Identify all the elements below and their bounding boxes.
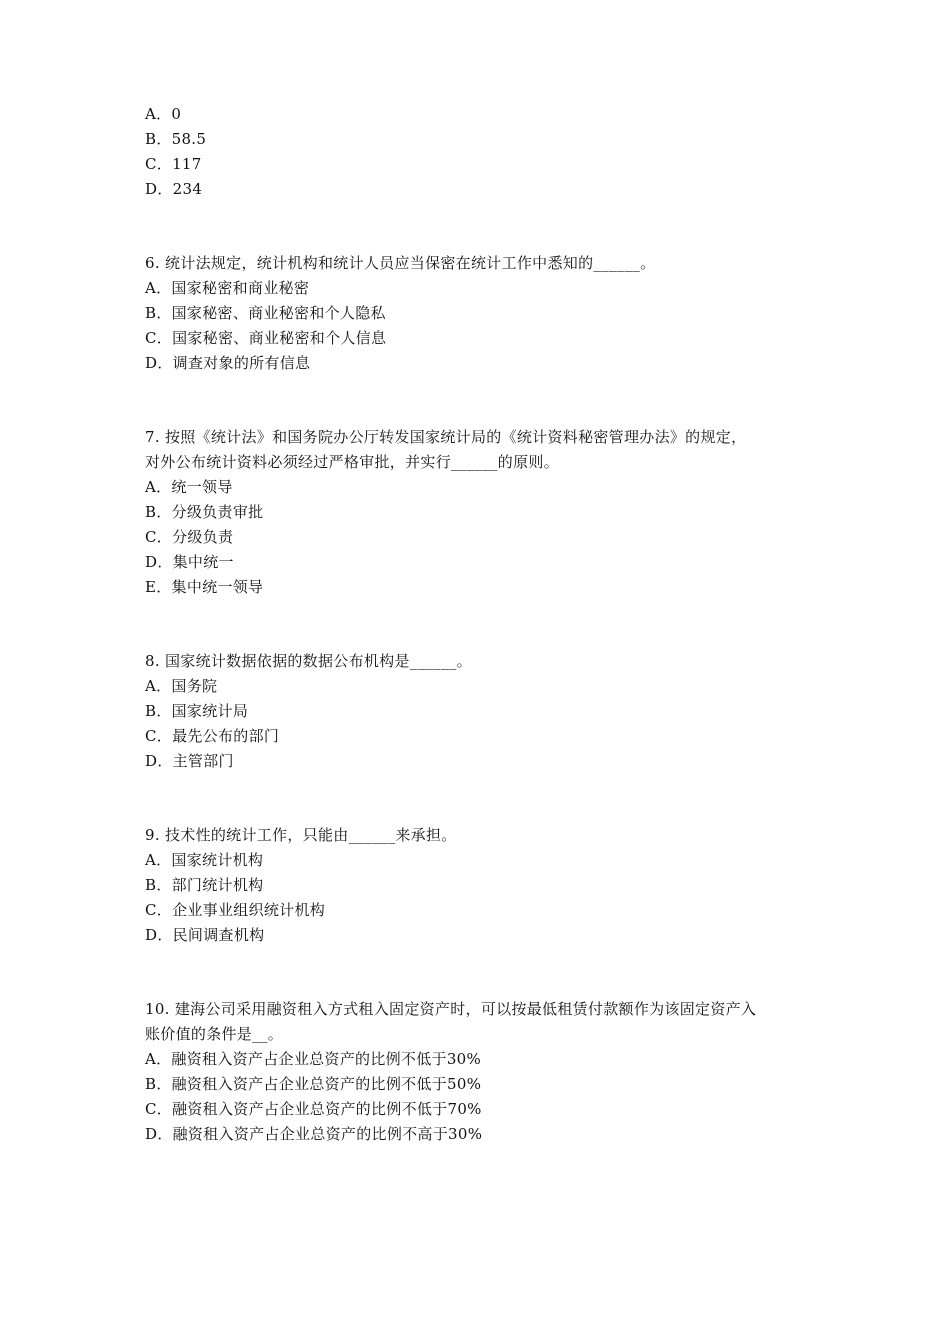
question-9: 9. 技术性的统计工作，只能由______来承担。	[145, 826, 457, 844]
option-d: D．234	[145, 180, 203, 198]
option-c: C．国家秘密、商业秘密和个人信息	[145, 329, 387, 347]
option-d: D．集中统一	[145, 553, 234, 571]
option-b: B．58.5	[145, 130, 207, 148]
question-10-line-2: 账价值的条件是__。	[145, 1025, 284, 1043]
option-a: A．国家秘密和商业秘密	[145, 279, 310, 297]
option-d: D．民间调查机构	[145, 926, 265, 944]
option-a: A．统一领导	[145, 478, 233, 496]
option-c: C．分级负责	[145, 528, 234, 546]
option-e: E．集中统一领导	[145, 578, 264, 596]
question-10-line-1: 10. 建海公司采用融资租入方式租入固定资产时，可以按最低租赁付款额作为该固定资产入	[145, 1000, 757, 1018]
option-c: C．117	[145, 155, 202, 173]
option-c: C．最先公布的部门	[145, 727, 280, 745]
question-7-line-1: 7. 按照《统计法》和国务院办公厅转发国家统计局的《统计资料秘密管理办法》的规定，	[145, 428, 747, 446]
option-b: B．部门统计机构	[145, 876, 264, 894]
option-c: C．融资租入资产占企业总资产的比例不低于70%	[145, 1100, 482, 1118]
option-a: A．0	[145, 105, 182, 123]
option-c: C．企业事业组织统计机构	[145, 901, 326, 919]
question-7-line-2: 对外公布统计资料必须经过严格审批，并实行______的原则。	[145, 453, 560, 471]
option-b: B．国家统计局	[145, 702, 249, 720]
option-b: B．融资租入资产占企业总资产的比例不低于50%	[145, 1075, 482, 1093]
option-b: B．国家秘密、商业秘密和个人隐私	[145, 304, 386, 322]
option-d: D．主管部门	[145, 752, 234, 770]
option-b: B．分级负责审批	[145, 503, 264, 521]
question-6: 6. 统计法规定，统计机构和统计人员应当保密在统计工作中悉知的______。	[145, 254, 656, 272]
question-8: 8. 国家统计数据依据的数据公布机构是______。	[145, 652, 472, 670]
option-d: D．调查对象的所有信息	[145, 354, 311, 372]
option-a: A．国家统计机构	[145, 851, 264, 869]
option-d: D．融资租入资产占企业总资产的比例不高于30%	[145, 1125, 483, 1143]
option-a: A．融资租入资产占企业总资产的比例不低于30%	[145, 1050, 482, 1068]
option-a: A．国务院	[145, 677, 218, 695]
